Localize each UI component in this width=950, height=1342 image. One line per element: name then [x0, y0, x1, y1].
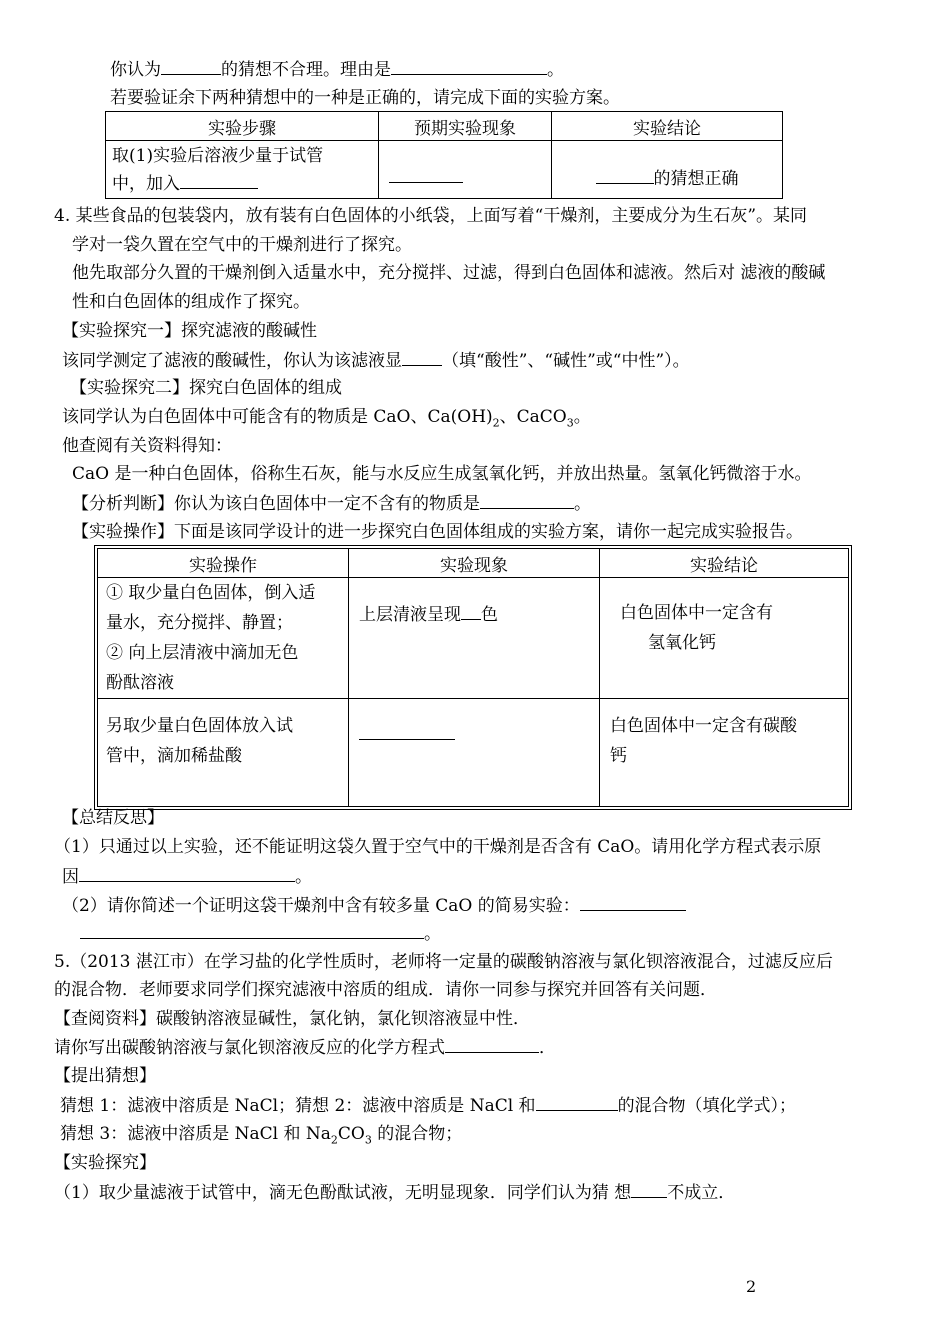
- text: （填“酸性”、“碱性”或“中性”）。: [442, 351, 690, 371]
- q4-summary-2-cont: [80, 922, 441, 945]
- cell-text: ② 向上层清液中滴加无色: [106, 643, 299, 663]
- text: 【分析判断】你认为该白色固体中一定不含有的物质是: [72, 494, 480, 514]
- text: 该同学认为白色固体中可能含有的物质是 CaO、Ca(OH): [62, 407, 493, 427]
- text: 。: [574, 494, 591, 514]
- subscript: 2: [330, 1133, 338, 1147]
- text: 请你写出碳酸钠溶液与氯化钡溶液反应的化学方程式: [54, 1038, 445, 1058]
- table-cell: [379, 141, 552, 199]
- q3-line2: 若要验证余下两种猜想中的一种是正确的，请完成下面的实验方案。: [110, 88, 620, 108]
- blank[interactable]: [359, 723, 455, 740]
- text: 猜想 1：滤液中溶质是 NaCl；猜想 2：滤液中溶质是 NaCl 和: [60, 1096, 536, 1116]
- q4-exp1-title: 【实验探究一】探究滤液的酸碱性: [62, 321, 317, 341]
- table-header: 实验操作: [98, 549, 349, 578]
- table-cell: [106, 141, 379, 199]
- table-header: 实验步骤: [106, 112, 379, 141]
- q5-hyp-1: [60, 1094, 796, 1117]
- table-header: 实验现象: [349, 549, 600, 578]
- table-cell: [349, 578, 600, 699]
- q3-line1-a: 你认为: [110, 60, 161, 80]
- cell-text: 量水，充分搅拌、静置；: [106, 613, 293, 633]
- blank[interactable]: [580, 894, 686, 911]
- blank[interactable]: [596, 167, 654, 184]
- cell-text: 上层清液呈现: [359, 605, 461, 625]
- page-number: 2: [746, 1277, 757, 1296]
- table-header: 预期实验现象: [379, 112, 552, 141]
- q4-intro-2: 学对一袋久置在空气中的干燥剂进行了探究。: [72, 235, 412, 255]
- q4-para-1: 他先取部分久置的干燥剂倒入适量水中，充分搅拌、过滤，得到白色固体和滤液。然后对 滤液的酸碱: [72, 263, 826, 283]
- q5-exp-title: 【实验探究】: [54, 1153, 156, 1173]
- cell-text: 的猜想正确: [653, 169, 739, 189]
- q4-summary-title: 【总结反思】: [62, 808, 164, 828]
- q4-ref-text: CaO 是一种白色固体，俗称生石灰，能与水反应生成氢氧化钙，并放出热量。氢氧化钙微溶于水。: [72, 464, 812, 484]
- cell-text: 白色固体中一定含有碳酸: [610, 716, 797, 736]
- cell-text: 中，加入: [112, 173, 180, 194]
- text: 因: [62, 867, 79, 887]
- q4-intro-1: 4. 某些食品的包装袋内，放有装有白色固体的小纸袋，上面写着“干燥剂，主要成分为生石灰”。某同: [54, 206, 808, 226]
- table-cell: [98, 578, 349, 699]
- table-cell: [552, 141, 783, 199]
- cell-text: 白色固体中一定含有: [620, 603, 773, 623]
- q5-exp-1: [54, 1181, 735, 1204]
- subscript: 3: [566, 416, 574, 430]
- text: 不成立．: [667, 1183, 736, 1203]
- text: 、CaCO: [499, 407, 567, 427]
- q4-exp1-question: [62, 349, 690, 372]
- cell-text: 取(1)实验后溶液少量于试管: [112, 145, 324, 166]
- q4-exp2-line: [62, 406, 591, 434]
- text: 的混合物；: [371, 1124, 463, 1144]
- blank[interactable]: [536, 1094, 618, 1111]
- cell-text: ① 取少量白色固体，倒入适: [106, 583, 316, 603]
- cell-text: 色: [481, 605, 498, 625]
- table-cell: [98, 699, 349, 807]
- q5-intro-2: 的混合物．老师要求同学们探究滤液中溶质的组成．请你一同参与探究并回答有关问题．: [54, 980, 717, 1000]
- q4-analysis: [72, 492, 591, 515]
- text: （1）取少量滤液于试管中，滴无色酚酞试液，无明显现象．同学们认为猜 想: [54, 1183, 632, 1203]
- text: CO: [337, 1124, 365, 1144]
- text: 。: [424, 924, 441, 944]
- blank[interactable]: [631, 1181, 667, 1198]
- q4-operation: 【实验操作】下面是该同学设计的进一步探究白色固体组成的实验方案，请你一起完成实验报告。: [72, 522, 803, 542]
- blank[interactable]: [445, 1036, 539, 1053]
- table-cell: [349, 699, 600, 807]
- q3-table: [105, 111, 783, 199]
- table-header: 实验结论: [552, 112, 783, 141]
- q4-summary-1: （1）只通过以上实验，还不能证明这袋久置于空气中的干燥剂是否含有 CaO。请用化学方程式表示原: [54, 837, 822, 857]
- text: （2）请你简述一个证明这袋干燥剂中含有较多量 CaO 的简易实验：: [62, 896, 580, 916]
- q5-info: 【查阅资料】碳酸钠溶液显碱性，氯化钠，氯化钡溶液显中性．: [54, 1009, 530, 1029]
- table-cell: [600, 699, 849, 807]
- table-cell: [600, 578, 849, 699]
- blank[interactable]: [79, 865, 295, 882]
- subscript: 2: [492, 416, 500, 430]
- text: 猜想 3：滤液中溶质是 NaCl 和 Na: [60, 1124, 331, 1144]
- text: 。: [573, 407, 591, 427]
- blank[interactable]: [461, 603, 481, 620]
- blank[interactable]: [389, 166, 463, 183]
- q4-summary-2: [62, 894, 686, 917]
- cell-text: 管中，滴加稀盐酸: [106, 746, 242, 766]
- text: 该同学测定了滤液的酸碱性，你认为该滤液显: [62, 351, 402, 371]
- q5-hyp-title: 【提出猜想】: [54, 1066, 156, 1086]
- q3-line1-b: 的猜想不合理。理由是: [221, 60, 391, 80]
- blank[interactable]: [480, 492, 574, 509]
- cell-text: 氢氧化钙: [648, 633, 716, 653]
- q5-equation: [54, 1036, 556, 1059]
- q4-summary-1-cont: [62, 865, 312, 888]
- text: ．: [539, 1038, 556, 1058]
- blank[interactable]: [402, 349, 442, 366]
- q3-line1: [110, 58, 564, 81]
- blank[interactable]: [80, 922, 424, 939]
- q4-para-2: 性和白色固体的组成作了探究。: [72, 292, 310, 312]
- q4-ref-title: 他查阅有关资料得知：: [62, 436, 232, 456]
- blank[interactable]: [161, 58, 221, 75]
- q3-line1-c: 。: [547, 60, 564, 80]
- cell-text: 酚酞溶液: [106, 673, 174, 693]
- blank[interactable]: [391, 58, 547, 75]
- q4-table: [97, 548, 849, 807]
- q5-hyp-3: [60, 1123, 462, 1151]
- subscript: 3: [364, 1133, 372, 1147]
- blank[interactable]: [180, 172, 258, 189]
- text: 。: [295, 867, 312, 887]
- q4-exp2-title: 【实验探究二】探究白色固体的组成: [70, 378, 342, 398]
- cell-text: 钙: [610, 746, 627, 766]
- text: 的混合物（填化学式）；: [617, 1096, 797, 1116]
- table-header: 实验结论: [600, 549, 849, 578]
- cell-text: 另取少量白色固体放入试: [106, 716, 293, 736]
- q5-intro-1: 5.（2013 湛江市）在学习盐的化学性质时，老师将一定量的碳酸钠溶液与氯化钡溶液混合，过滤反应后: [54, 952, 833, 972]
